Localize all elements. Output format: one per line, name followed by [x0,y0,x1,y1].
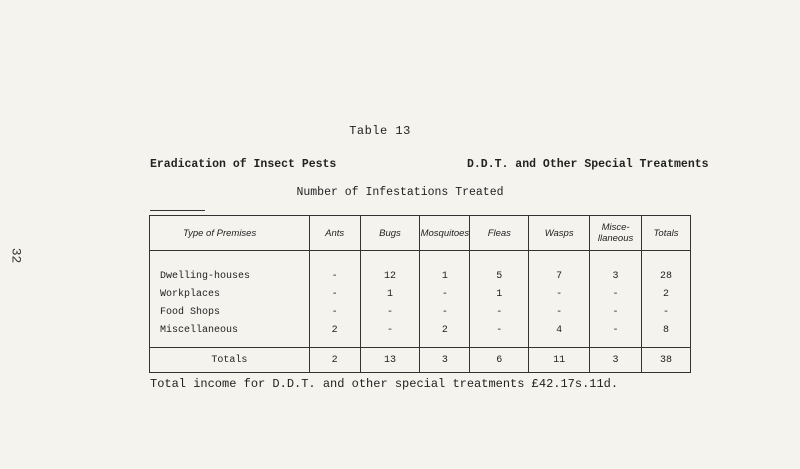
totals-label: Totals [150,348,310,373]
column-header: Bugs [360,216,420,251]
column-header: Type of Premises [150,216,310,251]
totals-cell: 13 [360,348,420,373]
table-cell: 5 [470,267,529,285]
table-cell: 2 [309,321,360,348]
table-cell: Workplaces [150,285,310,303]
table-cell: 1 [360,285,420,303]
table-cell: - [420,303,470,321]
table-cell: - [309,267,360,285]
table-cell: 12 [360,267,420,285]
column-header: Ants [309,216,360,251]
table-cell: - [420,285,470,303]
table-cell: - [360,321,420,348]
table-cell: 1 [470,285,529,303]
table-cell: - [529,303,590,321]
totals-cell: 2 [309,348,360,373]
column-header: Totals [642,216,691,251]
table-cell: Miscellaneous [150,321,310,348]
table-cell: 3 [590,267,642,285]
infestations-table [149,215,691,373]
totals-cell: 3 [590,348,642,373]
table-cell: - [642,303,691,321]
table-cell: - [470,303,529,321]
column-header: Fleas [470,216,529,251]
table-cell: 4 [529,321,590,348]
table-header-row [150,216,691,251]
table-cell: - [590,303,642,321]
page-number: 32 [8,247,24,264]
table-row [150,321,691,348]
table-cell: 1 [420,267,470,285]
table-cell: Food Shops [150,303,310,321]
income-note: Total income for D.D.T. and other special treatments £42.17s.11d. [150,377,619,391]
totals-cell: 3 [420,348,470,373]
table-cell: - [470,321,529,348]
table-cell: - [590,285,642,303]
table-subtitle: Number of Infestations Treated [296,186,504,199]
table-cell: 8 [642,321,691,348]
table-cell: - [309,303,360,321]
table-row [150,303,691,321]
table-cell: 28 [642,267,691,285]
totals-row [150,348,691,373]
column-header: Misce- llaneous [590,216,642,251]
column-header: Mosquitoes [420,216,470,251]
totals-cell: 11 [529,348,590,373]
table-cell: 7 [529,267,590,285]
table-cell: - [360,303,420,321]
section-heading-left: Eradication of Insect Pests [150,158,337,171]
table-cell: Dwelling-houses [150,267,310,285]
totals-cell: 6 [470,348,529,373]
table-cell: - [590,321,642,348]
decorative-rule [150,210,205,211]
table-title: Table 13 [349,124,411,138]
table-cell: - [529,285,590,303]
section-heading-right: D.D.T. and Other Special Treatments [467,158,709,171]
totals-cell: 38 [642,348,691,373]
table-row [150,285,691,303]
table-cell: 2 [420,321,470,348]
table-cell: 2 [642,285,691,303]
table-cell: - [309,285,360,303]
spacer-row [150,251,691,268]
table-row [150,267,691,285]
column-header: Wasps [529,216,590,251]
